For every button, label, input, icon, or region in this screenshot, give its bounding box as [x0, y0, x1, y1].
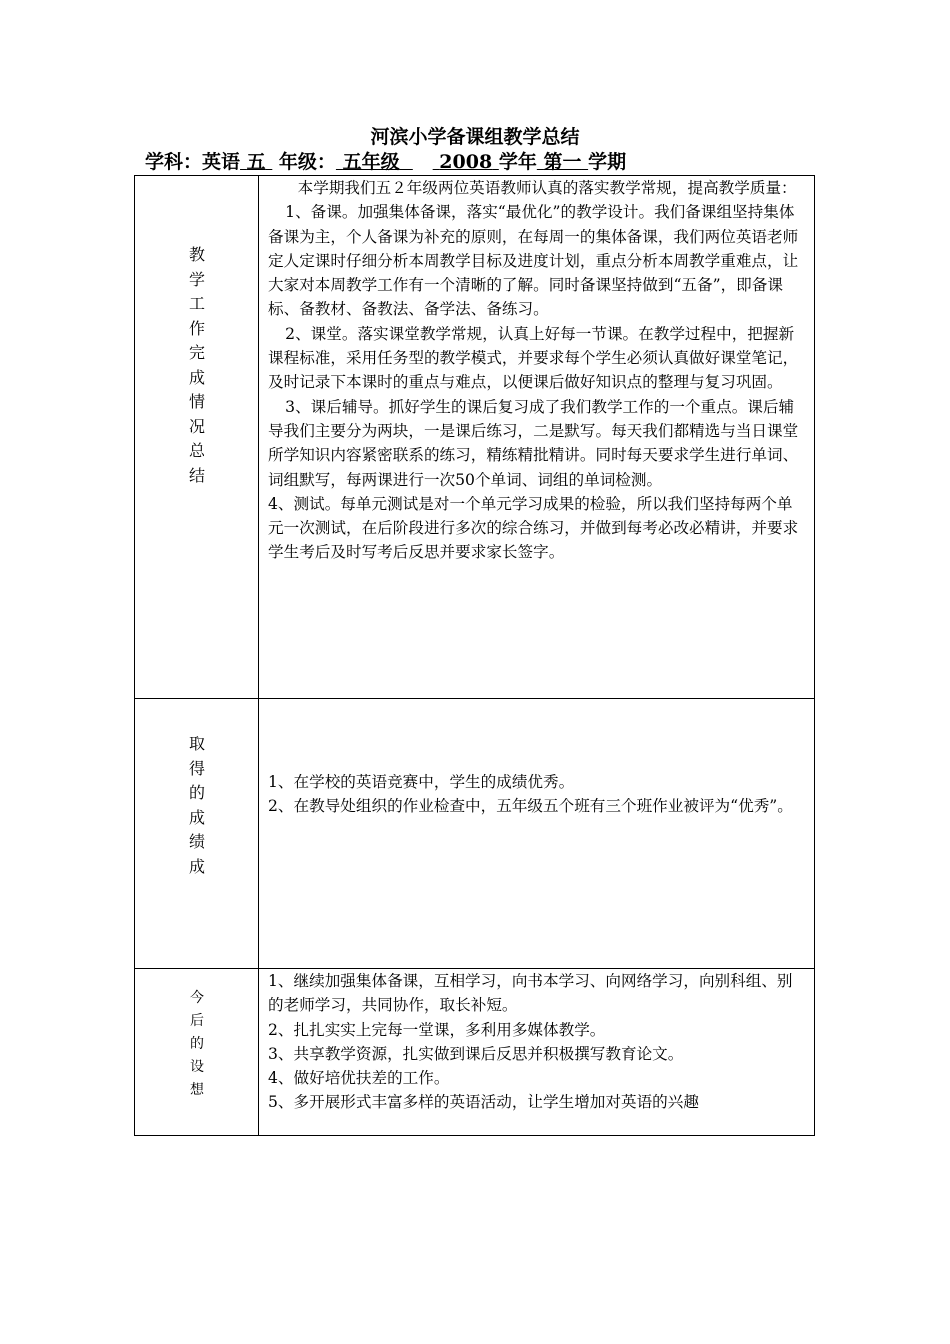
row-label-cell — [135, 969, 259, 1135]
year-label: 学年 — [498, 151, 537, 173]
document-title: 河滨小学备课组教学总结 — [370, 126, 580, 148]
plan-item: 4、做好培优扶差的工作。 — [268, 1069, 450, 1088]
row-content-cell — [259, 699, 814, 968]
term-label: 学期 — [588, 151, 627, 173]
plan-item: 3、共享教学资源，扎实做到课后反思并积极撰写教育论文。 — [268, 1044, 684, 1063]
paragraph-testing: 4、测试。每单元测试是对一个单元学习成果的检验，所以我们坚持每两个单元一次测试，在后阶段进行多次的综合练习，并做到每考必改必精讲，并要求学生考后及时写考后反思并要求家长签字。 — [268, 494, 799, 562]
paragraph-intro: 本学期我们五２年级两位英语教师认真的落实教学常规，提高教学质量： — [297, 179, 797, 197]
paragraph-classroom: 2、课堂。落实课堂教学常规，认真上好每一节课。在教学过程中，把握新课程标准，采用任务型的教学模式，并要求每个学生必须认真做好课堂笔记，及时记录下本课时的重点与难点，以便课后做好知识点的整理与复习巩固。 — [268, 324, 799, 392]
plan-item: 5、多开展形式丰富多样的英语活动，让学生增加对英语的兴趣 — [268, 1093, 699, 1112]
row-label-cell — [135, 699, 259, 968]
achievement-item: 2、在教导处组织的作业检查中，五年级五个班有三个班作业被评为“优秀”。 — [268, 797, 793, 816]
table-row-achievements — [135, 698, 814, 968]
summary-table — [134, 175, 815, 1136]
subject-value: 英语 — [202, 151, 241, 173]
row-content-cell — [259, 969, 814, 1135]
paragraph-tutoring: 3、课后辅导。抓好学生的课后复习成了我们教学工作的一个重点。课后辅导我们主要分为两块，一是课后练习，二是默写。每天我们都精选与当日课堂所学知识内容紧密联系的练习，精练精批精讲。同时每天要求学生进行单词、词组默写，每两课进行一次50个单词、词组的单词检测。 — [268, 397, 799, 489]
grade-value: 五年级 — [342, 151, 400, 173]
row-label-achievements: 取 得 的 成 绩 成 — [188, 734, 205, 876]
plan-item: 2、扎扎实实上完每一堂课，多利用多媒体教学。 — [268, 1020, 606, 1039]
row-label-cell — [135, 176, 259, 698]
paragraph-lesson-prep: 1、备课。加强集体备课，落实“最优化”的教学设计。我们备课组坚持集体备课为主，个人备课为补充的原则，在每周一的集体备课，我们两位英语老师定人定课时仔细分析本周教学目标及进度计划，重点分析本周教学重难点，让大家对本周教学工作有一个清晰的了解。同时备课坚持做到“五备”，即备课标、备教材、备教法、备学法、备练习。 — [268, 203, 799, 319]
achievement-item: 1、在学校的英语竞赛中，学生的成绩优秀。 — [268, 773, 575, 791]
subject-label: 学科： — [145, 151, 203, 173]
row-content-cell — [259, 176, 814, 698]
subject-info-line — [145, 150, 626, 174]
plan-item: 1、继续加强集体备课，互相学习，向书本学习、向网络学习，向别科组、别的老师学习，共同协作，取长补短。 — [268, 972, 793, 1015]
grade-short-value: 五 — [246, 151, 266, 173]
grade-label: 年级： — [278, 151, 336, 173]
row-label-future-plans: 今 后 的 设 想 — [190, 990, 204, 1098]
table-row-future-plans — [135, 968, 814, 1135]
table-row-work-summary — [135, 176, 814, 698]
term-value: 第一 — [543, 151, 582, 173]
row-label-work-summary: 教 学 工 作 完 成 情 况 总 结 — [188, 245, 205, 485]
school-year-value: 2008 — [439, 151, 493, 173]
